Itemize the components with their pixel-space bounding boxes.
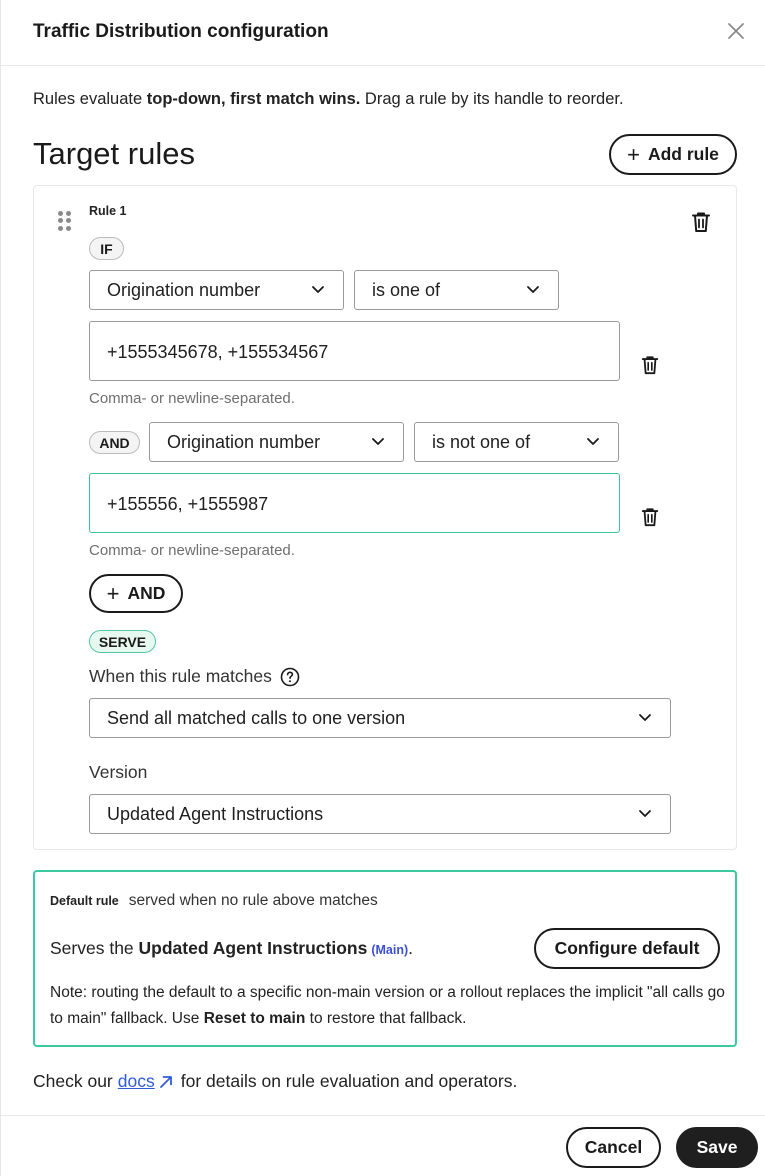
condition-1-field-select[interactable] xyxy=(89,270,344,310)
condition-2-hint: Comma- or newline-separated. xyxy=(89,542,295,559)
default-rule-note xyxy=(50,980,725,1032)
default-rule-header xyxy=(50,892,378,910)
dialog-header xyxy=(1,0,765,66)
serves-prefix: Serves the xyxy=(50,938,139,958)
condition-2-field-value: Origination number xyxy=(167,431,321,452)
condition-1-operator-value: is one of xyxy=(372,279,441,300)
chevron-down-icon xyxy=(638,710,652,724)
chevron-down-icon xyxy=(586,434,600,448)
condition-2-operator-select[interactable] xyxy=(414,422,619,462)
version-select[interactable] xyxy=(89,794,671,834)
and-tag: AND xyxy=(89,431,140,454)
drag-handle-icon[interactable] xyxy=(58,211,70,231)
docs-suffix: for details on rule evaluation and operators. xyxy=(180,1071,518,1091)
add-and-label: AND xyxy=(127,583,166,603)
chevron-down-icon xyxy=(371,434,385,448)
note-suffix: to restore that fallback. xyxy=(305,1010,467,1027)
chevron-down-icon xyxy=(311,282,325,296)
trash-icon[interactable] xyxy=(690,210,712,234)
intro-emphasis: top-down, first match wins. xyxy=(146,90,361,108)
dialog-footer xyxy=(1,1115,765,1176)
if-tag: IF xyxy=(89,237,124,260)
add-and-condition-button[interactable] xyxy=(89,574,183,613)
intro-suffix: Drag a rule by its handle to reorder. xyxy=(360,90,624,108)
chevron-down-icon xyxy=(638,806,652,820)
default-rule-card xyxy=(33,870,737,1047)
serve-mode-select[interactable] xyxy=(89,698,671,738)
docs-link[interactable]: docs xyxy=(117,1071,155,1091)
docs-prefix: Check our xyxy=(33,1071,113,1091)
plus-icon: + xyxy=(106,580,120,606)
main-tag: (Main) xyxy=(371,943,409,957)
condition-1-operator-select[interactable] xyxy=(354,270,559,310)
rule-card xyxy=(33,185,737,850)
cancel-button[interactable]: Cancel xyxy=(566,1127,661,1168)
external-link-icon[interactable] xyxy=(159,1075,173,1089)
serve-mode-value: Send all matched calls to one version xyxy=(107,707,406,728)
version-value: Updated Agent Instructions xyxy=(107,803,324,824)
when-rule-matches-label xyxy=(89,666,300,687)
add-rule-button[interactable] xyxy=(609,134,737,175)
trash-icon[interactable] xyxy=(640,506,660,528)
docs-text xyxy=(33,1071,517,1092)
note-prefix: Note: routing the default to a specific non-main version or a rollout replaces the implicit "all calls go to main" fallback. Use xyxy=(50,984,725,1027)
condition-1-values-input[interactable]: +1555345678, +155534567 xyxy=(89,321,620,381)
intro-text xyxy=(33,90,624,109)
intro-prefix: Rules evaluate xyxy=(33,90,147,108)
add-rule-label: Add rule xyxy=(647,144,719,164)
target-rules-title: Target rules xyxy=(33,136,195,171)
condition-2-operator-value: is not one of xyxy=(432,431,531,452)
serves-suffix: . xyxy=(408,938,414,958)
serve-tag: SERVE xyxy=(89,630,156,653)
note-reset-to-main: Reset to main xyxy=(203,1010,306,1027)
condition-2-field-select[interactable] xyxy=(149,422,404,462)
condition-2-values-input[interactable]: +155556, +1555987 xyxy=(89,473,620,533)
close-icon[interactable] xyxy=(726,21,746,41)
when-label-text: When this rule matches xyxy=(89,666,272,686)
rule-label: Rule 1 xyxy=(89,204,127,218)
version-label: Version xyxy=(89,762,148,782)
condition-1-field-value: Origination number xyxy=(107,279,261,300)
condition-1-hint: Comma- or newline-separated. xyxy=(89,390,295,407)
serves-version: Updated Agent Instructions xyxy=(138,938,368,958)
chevron-down-icon xyxy=(526,282,540,296)
save-button[interactable]: Save xyxy=(676,1127,758,1168)
default-rule-description: served when no rule above matches xyxy=(128,892,378,909)
default-serves-text xyxy=(50,938,413,959)
default-rule-label: Default rule xyxy=(50,894,119,908)
trash-icon[interactable] xyxy=(640,354,660,376)
dialog-title: Traffic Distribution configuration xyxy=(33,21,329,42)
help-circle-icon[interactable] xyxy=(280,667,300,687)
configure-default-button[interactable]: Configure default xyxy=(534,928,720,969)
plus-icon: + xyxy=(627,141,640,167)
